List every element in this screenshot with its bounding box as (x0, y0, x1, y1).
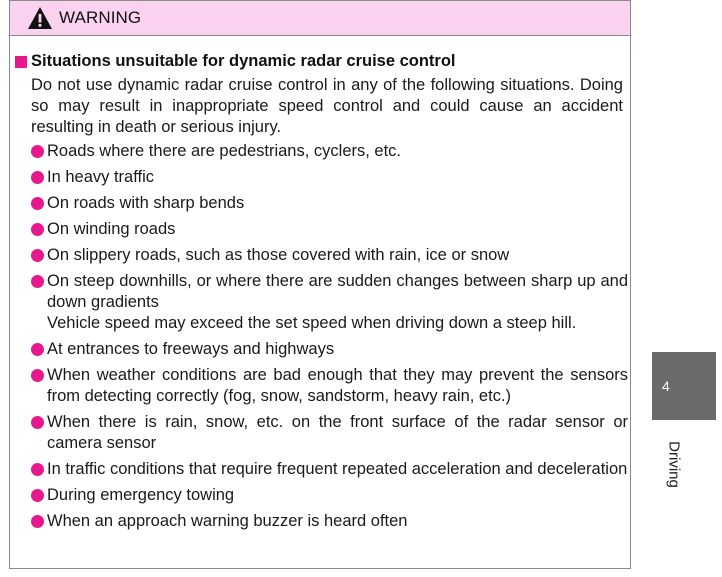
list-item-text: When an approach warning buzzer is heard often (47, 512, 408, 530)
list-item-note: Vehicle speed may exceed the set speed when driving down a steep hill. (47, 314, 577, 332)
list-item (31, 271, 628, 334)
section-title (15, 52, 456, 71)
intro-paragraph: Do not use dynamic radar cruise control in any of the following situations. Doing so may result in inappropriate speed control and could cause an accident resulting in death or serious injury. (31, 76, 623, 136)
list-item (31, 412, 628, 454)
bullet-dot-icon (31, 343, 44, 356)
list-item-text: In traffic conditions that require frequent repeated acceleration and deceleration (47, 460, 628, 478)
bullet-dot-icon (31, 369, 44, 382)
bullet-dot-icon (31, 171, 44, 184)
warning-label: WARNING (59, 8, 142, 27)
list-item-text: When there is rain, snow, etc. on the front surface of the radar sensor or camera sensor (47, 413, 628, 452)
list-item-text: On slippery roads, such as those covered with rain, ice or snow (47, 246, 510, 264)
section-title-text: Situations unsuitable for dynamic radar cruise control (31, 52, 456, 70)
list-item (31, 459, 628, 480)
list-item (31, 485, 628, 506)
list-item-text: When weather conditions are bad enough that they may prevent the sensors from detecting correctly (fog, snow, sandstorm, heavy rain, etc.) (47, 366, 628, 405)
bullet-dot-icon (31, 223, 44, 236)
bullet-dot-icon (31, 197, 44, 210)
list-item (31, 339, 628, 360)
list-item-text: At entrances to freeways and highways (47, 340, 335, 358)
list-item (31, 511, 628, 532)
warning-triangle-icon (27, 6, 53, 30)
bullet-dot-icon (31, 416, 44, 429)
list-item-text: On roads with sharp bends (47, 194, 245, 212)
list-item-text: On winding roads (47, 220, 176, 238)
list-item (31, 245, 628, 266)
chapter-number: 4 (662, 378, 670, 394)
bullet-dot-icon (31, 145, 44, 158)
list-item-text: During emergency towing (47, 486, 235, 504)
list-item-text: On steep downhills, or where there are sudden changes between sharp up and down gradients (47, 272, 628, 311)
bullet-dot-icon (31, 489, 44, 502)
bullet-dot-icon (31, 275, 44, 288)
list-item-text: In heavy traffic (47, 168, 155, 186)
situation-list (31, 141, 628, 537)
square-bullet-icon (15, 56, 27, 68)
chapter-label: Driving (665, 441, 683, 488)
chapter-tab[interactable] (652, 352, 716, 420)
list-item (31, 167, 628, 188)
warning-header (10, 1, 630, 36)
bullet-dot-icon (31, 249, 44, 262)
bullet-dot-icon (31, 463, 44, 476)
bullet-dot-icon (31, 515, 44, 528)
list-item (31, 219, 628, 240)
list-item (31, 141, 628, 162)
list-item (31, 193, 628, 214)
list-item-text: Roads where there are pedestrians, cyclers, etc. (47, 142, 402, 160)
warning-box (9, 0, 631, 569)
list-item (31, 365, 628, 407)
